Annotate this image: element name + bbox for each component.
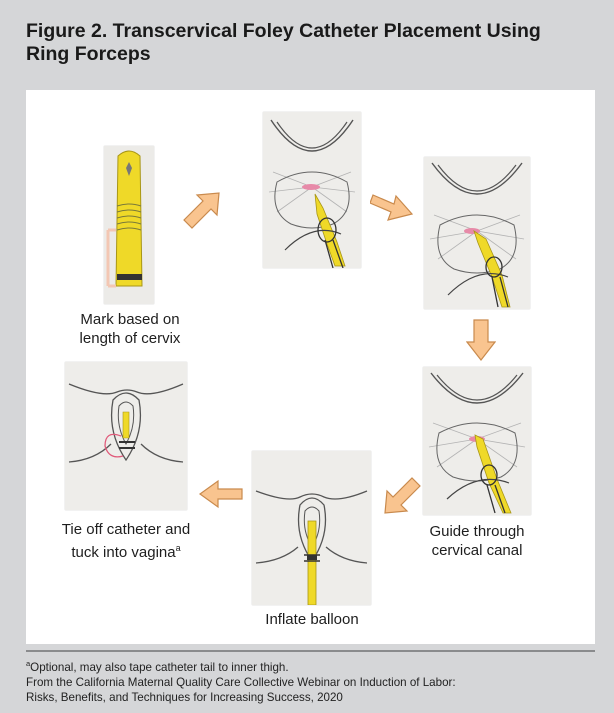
caption-step4-line1: Guide through xyxy=(429,523,525,540)
forceps-approach-drawing xyxy=(263,112,361,268)
photo-guide-through-canal xyxy=(423,367,531,515)
arrow-step5-to-step6 xyxy=(198,478,244,510)
photo-marked-catheter xyxy=(104,146,154,304)
caption-step4-line2: cervical canal xyxy=(431,542,523,559)
figure-footer xyxy=(26,656,595,705)
marked-catheter-drawing xyxy=(104,146,154,304)
caption-step6-footnote-marker: a xyxy=(175,543,181,553)
tie-off-tuck-drawing xyxy=(65,362,187,510)
arrow-step2-to-step3 xyxy=(370,185,414,223)
caption-step6 xyxy=(46,520,206,562)
inflate-balloon-drawing xyxy=(252,451,371,605)
caption-step6-line1: Tie off catheter and xyxy=(61,521,191,538)
caption-step1 xyxy=(60,310,200,348)
photo-forceps-approach xyxy=(263,112,361,268)
source-line1: From the California Maternal Quality Care Collective Webinar on Induction of Labor: xyxy=(26,675,456,689)
caption-step4 xyxy=(412,522,542,560)
footnote xyxy=(26,656,595,675)
footnote-text: Optional, may also tape catheter tail to inner thigh. xyxy=(30,660,289,674)
caption-step5-line1: Inflate balloon xyxy=(265,611,359,628)
source-line2: Risks, Benefits, and Techniques for Increasing Success, 2020 xyxy=(26,690,343,704)
caption-step1-line1: Mark based on xyxy=(80,311,180,328)
catheter-advanced-drawing xyxy=(424,157,530,309)
diagram-panel xyxy=(26,90,595,644)
arrow-step4-to-step5 xyxy=(381,476,423,516)
guide-through-canal-drawing xyxy=(423,367,531,515)
footer-divider xyxy=(26,650,595,652)
arrow-step1-to-step2 xyxy=(181,190,223,230)
photo-tie-off-tuck xyxy=(65,362,187,510)
caption-step1-line2: length of cervix xyxy=(79,330,181,347)
photo-inflate-balloon xyxy=(252,451,371,605)
arrow-step3-to-step4 xyxy=(466,318,496,362)
photo-catheter-advanced xyxy=(424,157,530,309)
caption-step5 xyxy=(242,610,382,629)
footnote-marker: a xyxy=(26,659,31,668)
figure-title: Figure 2. Transcervical Foley Catheter Placement Using Ring Forceps xyxy=(26,20,541,65)
caption-step6-line2: tuck into vagina$^a$ xyxy=(71,543,181,561)
